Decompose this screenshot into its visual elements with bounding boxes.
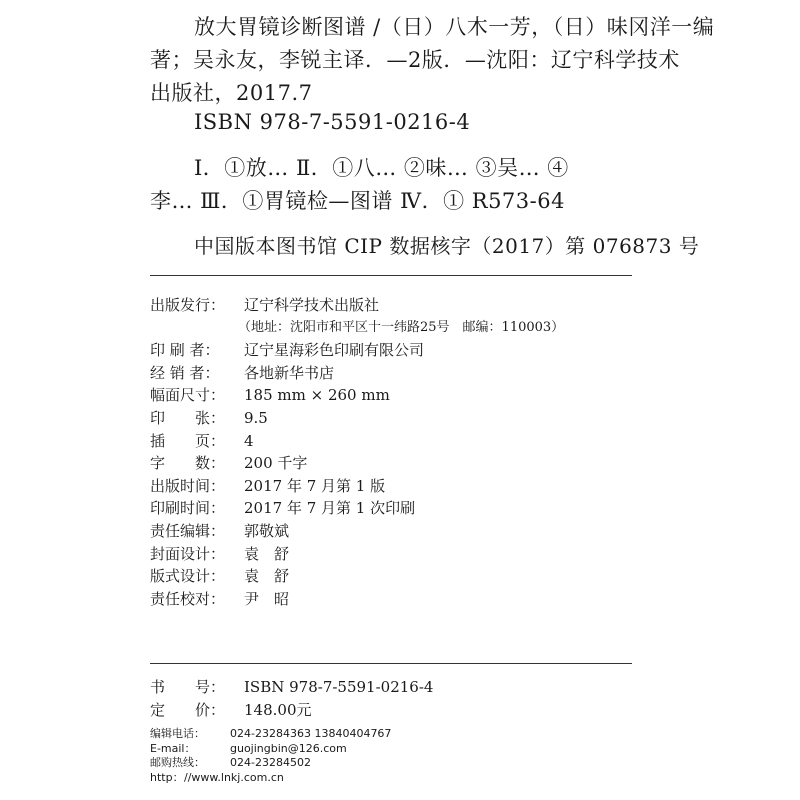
publisher-label: 出版发行： (150, 296, 226, 314)
mail-order-label: 邮购热线： (150, 756, 205, 769)
book-isbn-row (150, 676, 650, 699)
email-value: guojingbin@126.com (230, 741, 347, 755)
publishing-info (150, 294, 650, 610)
book-isbn-label: 书 号： (150, 678, 226, 696)
divider-top (150, 275, 632, 276)
print-time-value: 2017 年 7 月第 1 次印刷 (244, 499, 416, 518)
inserts-label: 插 页： (150, 431, 226, 450)
cip-line-2: 著；吴永友，李锐主译．—2版．—沈阳：辽宁科学技术 (150, 48, 680, 72)
inserts-row (150, 430, 650, 453)
printer-label: 印 刷 者： (150, 341, 220, 360)
website-value: //www.lnkj.com.cn (184, 770, 284, 784)
website-label: http： (150, 770, 184, 784)
sheets-row (150, 407, 650, 430)
proofreader-row (150, 588, 650, 611)
words-value: 200 千字 (244, 454, 308, 473)
divider-middle (150, 663, 632, 664)
proofreader-label: 责任校对： (150, 589, 226, 608)
size-value: 185 mm × 260 mm (244, 386, 390, 405)
printer-row (150, 339, 650, 362)
distributor-label: 经 销 者： (150, 363, 220, 382)
cover-design-value: 袁 舒 (244, 544, 290, 563)
editor-value: 郭敬斌 (244, 521, 290, 540)
address-value: （地址：沈阳市和平区十一纬路25号 邮编：110003） (238, 319, 565, 335)
mail-order-row (150, 756, 550, 771)
publisher-row (150, 294, 650, 317)
cip-line-1: 放大胃镜诊断图谱 /（日）八木一芳，（日）味冈洋一编 (194, 15, 715, 39)
distributor-value: 各地新华书店 (244, 363, 335, 382)
editor-phone-value: 024-23284363 13840404767 (230, 727, 392, 740)
layout-design-label: 版式设计： (150, 567, 226, 586)
size-row (150, 384, 650, 407)
layout-design-row (150, 565, 650, 588)
cip-data-number: 中国版本图书馆 CIP 数据核字（2017）第 076873 号 (194, 234, 700, 258)
mail-order-value: 024-23284502 (230, 756, 311, 769)
price-label: 定 价： (150, 700, 226, 719)
print-time-row (150, 497, 650, 520)
publisher-value: 辽宁科学技术出版社 (244, 296, 380, 314)
editor-row (150, 520, 650, 543)
cover-design-label: 封面设计： (150, 544, 226, 563)
print-time-label: 印刷时间： (150, 499, 226, 518)
cip-class-line-2: 李… Ⅲ．①胃镜检—图谱 Ⅳ．① R573-64 (150, 189, 565, 213)
cover-design-row (150, 543, 650, 566)
price-value: 148.00元 (244, 700, 312, 719)
price-row (150, 699, 650, 722)
book-isbn-value: ISBN 978-7-5591-0216-4 (244, 678, 434, 696)
size-label: 幅面尺寸： (150, 386, 226, 405)
printer-value: 辽宁星海彩色印刷有限公司 (244, 341, 425, 360)
cip-isbn: ISBN 978-7-5591-0216-4 (194, 110, 471, 134)
email-row (150, 742, 550, 757)
editor-label: 责任编辑： (150, 521, 226, 540)
website-row (150, 771, 550, 786)
cip-line-3: 出版社，2017.7 (150, 81, 313, 105)
cip-class-line-1: Ⅰ．①放… Ⅱ．①八… ②味… ③吴… ④ (194, 156, 569, 180)
pub-time-label: 出版时间： (150, 476, 226, 495)
pub-time-value: 2017 年 7 月第 1 版 (244, 476, 386, 495)
inserts-value: 4 (244, 431, 254, 450)
editor-phone-row (150, 727, 550, 742)
book-info (150, 676, 650, 721)
words-row (150, 452, 650, 475)
sheets-value: 9.5 (244, 408, 268, 427)
editor-phone-label: 编辑电话： (150, 727, 205, 740)
contact-info (150, 727, 550, 785)
layout-design-value: 袁 舒 (244, 567, 290, 586)
address-row (150, 317, 650, 340)
proofreader-value: 尹 昭 (244, 589, 290, 608)
words-label: 字 数： (150, 454, 226, 473)
sheets-label: 印 张： (150, 408, 226, 427)
distributor-row (150, 362, 650, 385)
pub-time-row (150, 475, 650, 498)
email-label: E-mail： (150, 741, 196, 755)
